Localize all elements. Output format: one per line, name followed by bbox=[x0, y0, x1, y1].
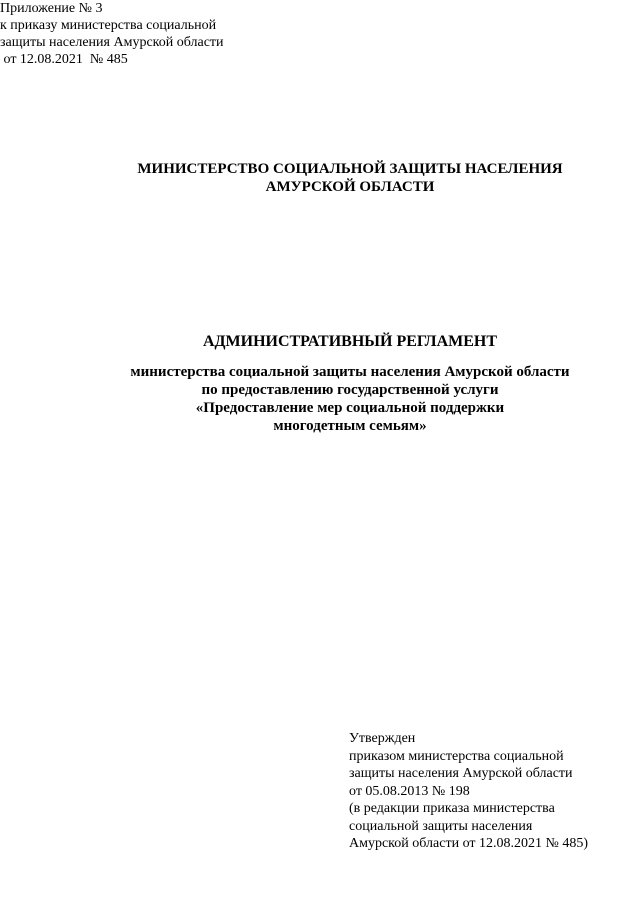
approval-line: защиты населения Амурской области bbox=[349, 766, 573, 781]
ministry-heading-line: АМУРСКОЙ ОБЛАСТИ bbox=[265, 179, 435, 195]
approval-line: от 05.08.2013 № 198 bbox=[349, 783, 470, 799]
regulation-subtitle-line: министерства социальной защиты населения Амурской области bbox=[130, 364, 570, 380]
approval-line: (в редакции приказа министерства bbox=[349, 801, 555, 816]
regulation-subtitle-line: «Предоставление мер социальной поддержки bbox=[195, 400, 505, 416]
approval-note bbox=[349, 730, 588, 853]
approval-line: Амурской области от 12.08.2021 № 485) bbox=[349, 836, 589, 851]
approval-line: Утвержден bbox=[349, 731, 416, 746]
ministry-heading-line: МИНИСТЕРСТВО СОЦИАЛЬНОЙ ЗАЩИТЫ НАСЕЛЕНИЯ bbox=[137, 161, 563, 177]
appendix-note bbox=[0, 0, 640, 68]
appendix-line: к приказу министерства социальной bbox=[0, 18, 217, 33]
regulation-title: АДМИНИСТРАТИВНЫЙ РЕГЛАМЕНТ bbox=[202, 333, 498, 350]
regulation-subtitle bbox=[0, 363, 640, 435]
appendix-line: Приложение № 3 bbox=[0, 1, 103, 16]
appendix-line: защиты населения Амурской области bbox=[0, 35, 224, 50]
regulation-subtitle-line: по предоставлению государственной услуги bbox=[201, 382, 499, 398]
ministry-heading bbox=[0, 160, 640, 196]
regulation-subtitle-line: многодетным семьям» bbox=[273, 418, 427, 434]
approval-line: приказом министерства социальной bbox=[349, 748, 564, 764]
approval-line: социальной защиты населения bbox=[349, 818, 533, 834]
appendix-line: от 12.08.2021 № 485 bbox=[0, 52, 128, 67]
